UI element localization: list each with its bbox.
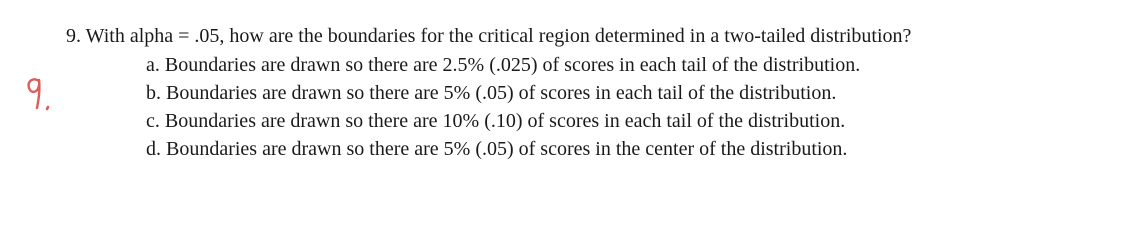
question-text: 9. With alpha = .05, how are the boundaries for the critical region determined in a two-tailed distribution? bbox=[66, 25, 912, 47]
answer-options bbox=[146, 51, 860, 163]
option-c: c. Boundaries are drawn so there are 10% (.10) of scores in each tail of the distribution. bbox=[146, 110, 846, 132]
option-a: a. Boundaries are drawn so there are 2.5% (.025) of scores in each tail of the distribution. bbox=[146, 54, 861, 76]
option-d: d. Boundaries are drawn so there are 5% (.05) of scores in the center of the distribution. bbox=[146, 138, 848, 160]
option-b: b. Boundaries are drawn so there are 5% (.05) of scores in each tail of the distribution. bbox=[146, 82, 837, 104]
handwritten-question-number bbox=[22, 72, 58, 118]
